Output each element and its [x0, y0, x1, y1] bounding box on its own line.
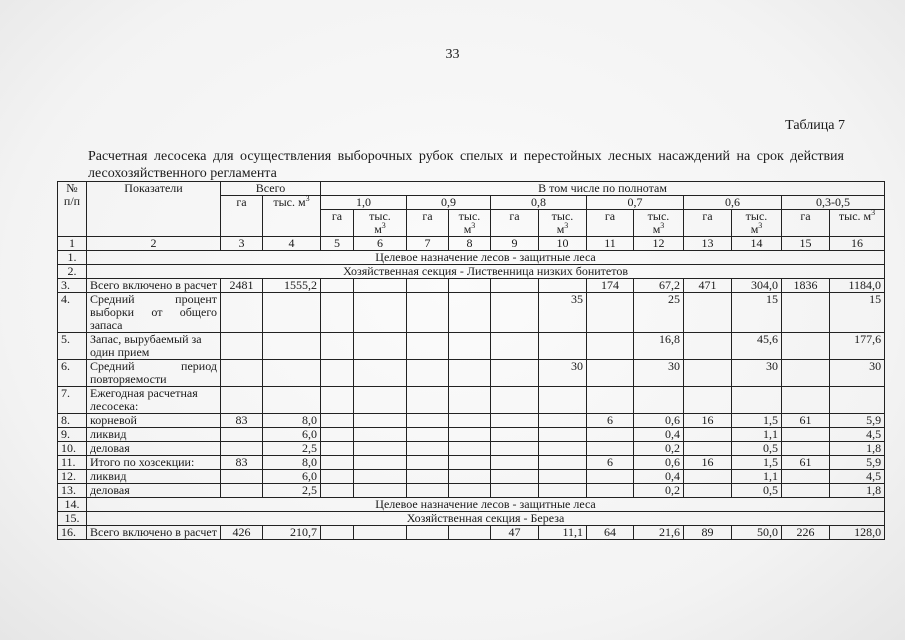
cell-value: 4,5 — [830, 428, 885, 442]
cell-value: 83 — [221, 414, 263, 428]
cell-value — [407, 428, 449, 442]
cell-value — [539, 428, 587, 442]
cell-value: 0,4 — [634, 470, 684, 484]
cell-value: 50,0 — [732, 526, 782, 540]
column-number: 9 — [491, 237, 539, 251]
cell-value — [449, 470, 491, 484]
column-number: 6 — [354, 237, 407, 251]
cell-value — [684, 387, 732, 414]
cell-value — [354, 442, 407, 456]
header-ha: га — [491, 210, 539, 237]
cell-value — [491, 484, 539, 498]
cell-value: 15 — [830, 293, 885, 333]
cell-value — [491, 387, 539, 414]
indicator-label: Запас, вырубаемый за один прием — [87, 333, 221, 360]
cell-value — [684, 428, 732, 442]
table-row — [58, 456, 885, 470]
cell-value — [491, 456, 539, 470]
cell-value — [539, 333, 587, 360]
cell-value — [449, 484, 491, 498]
header-row-1 — [58, 182, 885, 196]
cell-value — [684, 484, 732, 498]
row-number: 4. — [58, 293, 87, 333]
cell-value — [587, 333, 634, 360]
cell-value: 8,0 — [263, 414, 321, 428]
cell-value — [407, 414, 449, 428]
cell-value — [539, 279, 587, 293]
cell-value — [782, 484, 830, 498]
cell-value: 47 — [491, 526, 539, 540]
cell-value: 30 — [634, 360, 684, 387]
cell-value — [263, 387, 321, 414]
cell-value: 0,5 — [732, 484, 782, 498]
header-total-ha: га — [221, 196, 263, 237]
cell-value: 30 — [539, 360, 587, 387]
header-total-thous: тыс. $м^3$ — [263, 196, 321, 237]
cell-value: 67,2 — [634, 279, 684, 293]
cell-value — [321, 526, 354, 540]
cell-value — [491, 333, 539, 360]
cell-value — [539, 387, 587, 414]
cell-value — [449, 360, 491, 387]
cell-value: 2,5 — [263, 484, 321, 498]
table-row — [58, 387, 885, 414]
cell-value — [539, 442, 587, 456]
cell-value: 0,4 — [634, 428, 684, 442]
cell-value — [354, 526, 407, 540]
cell-value — [221, 333, 263, 360]
header-by-density: В том числе по полнотам — [321, 182, 885, 196]
cell-value: 25 — [634, 293, 684, 333]
cell-value: 1,8 — [830, 442, 885, 456]
cell-value — [782, 428, 830, 442]
cell-value — [221, 387, 263, 414]
row-number: 3. — [58, 279, 87, 293]
cell-value — [491, 414, 539, 428]
column-number: 15 — [782, 237, 830, 251]
section-title: Хозяйственная секция - Лиственница низких бонитетов — [87, 265, 885, 279]
column-number: 12 — [634, 237, 684, 251]
cell-value — [587, 470, 634, 484]
indicator-label: деловая — [87, 442, 221, 456]
cell-value — [407, 442, 449, 456]
cell-value — [449, 293, 491, 333]
row-number: 7. — [58, 387, 87, 414]
cell-value — [407, 470, 449, 484]
cell-value — [221, 442, 263, 456]
header-ha: га — [684, 210, 732, 237]
indicator-label: Итого по хозсекции: — [87, 456, 221, 470]
cell-value — [407, 360, 449, 387]
section-title: Целевое назначение лесов - защитные леса — [87, 498, 885, 512]
cell-value: 64 — [587, 526, 634, 540]
cell-value: 5,9 — [830, 456, 885, 470]
indicator-label: Всего включено в расчет — [87, 526, 221, 540]
table-row — [58, 293, 885, 333]
section-title: Целевое назначение лесов - защитные леса — [87, 251, 885, 265]
header-density: 0,3-0,5 — [782, 196, 885, 210]
cell-value — [407, 526, 449, 540]
cell-value — [321, 428, 354, 442]
cell-value: 0,2 — [634, 442, 684, 456]
cell-value — [830, 387, 885, 414]
header-thous: тыс. $м^3$ — [449, 210, 491, 237]
table-caption: Расчетная лесосека для осуществления выборочных рубок спелых и перестойных лесных насаждений на срок действия лесохозяйственного регламента — [88, 149, 844, 181]
table-row — [58, 414, 885, 428]
cell-value — [539, 484, 587, 498]
cell-value — [263, 293, 321, 333]
indicator-label: Всего включено в расчет — [87, 279, 221, 293]
cell-value: 30 — [732, 360, 782, 387]
header-thous: тыс. $м^3$ — [732, 210, 782, 237]
cell-value — [354, 387, 407, 414]
section-row — [58, 251, 885, 265]
cell-value: 35 — [539, 293, 587, 333]
cell-value — [354, 484, 407, 498]
cell-value — [407, 333, 449, 360]
cell-value: 471 — [684, 279, 732, 293]
cell-value: 6,0 — [263, 428, 321, 442]
cell-value — [221, 484, 263, 498]
column-number: 1 — [58, 237, 87, 251]
cell-value — [321, 293, 354, 333]
table-row — [58, 470, 885, 484]
cell-value — [263, 360, 321, 387]
cell-value — [321, 442, 354, 456]
cell-value — [684, 360, 732, 387]
cell-value — [354, 360, 407, 387]
cell-value: 6 — [587, 414, 634, 428]
cell-value — [491, 442, 539, 456]
header-thous: тыс. $м^3$ — [539, 210, 587, 237]
indicator-label: Средний период повторяемости — [87, 360, 221, 387]
cell-value — [491, 279, 539, 293]
cell-value — [491, 293, 539, 333]
section-row — [58, 498, 885, 512]
cell-value — [634, 387, 684, 414]
allowable-cut-table — [57, 181, 885, 540]
cell-value — [321, 279, 354, 293]
cell-value — [587, 442, 634, 456]
cell-value: 1836 — [782, 279, 830, 293]
cell-value — [491, 428, 539, 442]
header-thous: тыс. $м^3$ — [634, 210, 684, 237]
cell-value — [321, 387, 354, 414]
cell-value: 16 — [684, 414, 732, 428]
cell-value — [587, 428, 634, 442]
cell-value: 0,6 — [634, 414, 684, 428]
cell-value — [449, 456, 491, 470]
row-number: 9. — [58, 428, 87, 442]
table-label: Таблица 7 — [785, 118, 845, 133]
cell-value — [782, 360, 830, 387]
cell-value: 21,6 — [634, 526, 684, 540]
cell-value — [587, 293, 634, 333]
cell-value — [354, 428, 407, 442]
header-density: 0,7 — [587, 196, 684, 210]
indicator-label: ликвид — [87, 428, 221, 442]
row-number: 2. — [58, 265, 87, 279]
cell-value: 8,0 — [263, 456, 321, 470]
cell-value — [354, 279, 407, 293]
cell-value — [539, 470, 587, 484]
section-title: Хозяйственная секция - Береза — [87, 512, 885, 526]
header-thous: тыс. $м^3$ — [354, 210, 407, 237]
cell-value — [354, 414, 407, 428]
cell-value — [782, 470, 830, 484]
cell-value: 45,6 — [732, 333, 782, 360]
cell-value — [321, 456, 354, 470]
cell-value: 83 — [221, 456, 263, 470]
cell-value: 1,5 — [732, 414, 782, 428]
indicator-label: Средний процент выборки от общего запаса — [87, 293, 221, 333]
header-density: 0,9 — [407, 196, 491, 210]
row-number: 14. — [58, 498, 87, 512]
cell-value: 174 — [587, 279, 634, 293]
header-density: 1,0 — [321, 196, 407, 210]
cell-value: 0,6 — [634, 456, 684, 470]
column-number: 3 — [221, 237, 263, 251]
column-number: 16 — [830, 237, 885, 251]
cell-value — [782, 387, 830, 414]
header-ha: га — [782, 210, 830, 237]
cell-value — [587, 387, 634, 414]
cell-value — [782, 442, 830, 456]
cell-value: 61 — [782, 414, 830, 428]
cell-value: 128,0 — [830, 526, 885, 540]
cell-value: 4,5 — [830, 470, 885, 484]
indicator-label: корневой — [87, 414, 221, 428]
cell-value: 210,7 — [263, 526, 321, 540]
cell-value — [407, 387, 449, 414]
cell-value — [684, 293, 732, 333]
section-row — [58, 512, 885, 526]
row-number: 13. — [58, 484, 87, 498]
table-row — [58, 360, 885, 387]
cell-value: 89 — [684, 526, 732, 540]
column-number: 2 — [87, 237, 221, 251]
header-density: 0,6 — [684, 196, 782, 210]
header-indicators: Показатели — [87, 182, 221, 237]
table-row — [58, 526, 885, 540]
cell-value: 30 — [830, 360, 885, 387]
column-number: 13 — [684, 237, 732, 251]
cell-value — [491, 470, 539, 484]
cell-value: 426 — [221, 526, 263, 540]
page-number: 33 — [445, 47, 460, 62]
cell-value — [321, 360, 354, 387]
row-number: 15. — [58, 512, 87, 526]
indicator-label: ликвид — [87, 470, 221, 484]
row-number: 8. — [58, 414, 87, 428]
cell-value — [539, 414, 587, 428]
cell-value — [684, 442, 732, 456]
cell-value — [354, 470, 407, 484]
column-number: 4 — [263, 237, 321, 251]
row-number: 11. — [58, 456, 87, 470]
cell-value — [449, 279, 491, 293]
header-thous: тыс. $м^3$ — [830, 210, 885, 237]
cell-value: 16,8 — [634, 333, 684, 360]
cell-value: 2481 — [221, 279, 263, 293]
table-row — [58, 442, 885, 456]
header-density: 0,8 — [491, 196, 587, 210]
section-row — [58, 265, 885, 279]
cell-value — [684, 470, 732, 484]
row-number: 10. — [58, 442, 87, 456]
cell-value — [449, 333, 491, 360]
cell-value — [321, 470, 354, 484]
cell-value — [449, 442, 491, 456]
cell-value — [449, 414, 491, 428]
row-number: 5. — [58, 333, 87, 360]
indicator-label: деловая — [87, 484, 221, 498]
cell-value — [407, 484, 449, 498]
cell-value — [354, 456, 407, 470]
column-number: 8 — [449, 237, 491, 251]
cell-value — [449, 387, 491, 414]
cell-value: 2,5 — [263, 442, 321, 456]
cell-value — [321, 484, 354, 498]
cell-value — [684, 333, 732, 360]
cell-value — [407, 456, 449, 470]
cell-value — [491, 360, 539, 387]
column-number-row — [58, 237, 885, 251]
table-row — [58, 484, 885, 498]
cell-value — [782, 333, 830, 360]
cell-value — [321, 414, 354, 428]
cell-value — [407, 279, 449, 293]
table-row — [58, 333, 885, 360]
cell-value — [407, 293, 449, 333]
cell-value — [587, 484, 634, 498]
cell-value — [321, 333, 354, 360]
column-number: 7 — [407, 237, 449, 251]
header-ha: га — [587, 210, 634, 237]
cell-value — [539, 456, 587, 470]
cell-value — [263, 333, 321, 360]
cell-value: 0,5 — [732, 442, 782, 456]
cell-value — [221, 428, 263, 442]
header-no: № п/п — [58, 182, 87, 237]
cell-value — [782, 293, 830, 333]
cell-value: 0,2 — [634, 484, 684, 498]
cell-value: 177,6 — [830, 333, 885, 360]
cell-value — [354, 293, 407, 333]
header-total: Всего — [221, 182, 321, 196]
cell-value: 11,1 — [539, 526, 587, 540]
cell-value: 16 — [684, 456, 732, 470]
indicator-label: Ежегодная расчетная лесосека: — [87, 387, 221, 414]
column-number: 11 — [587, 237, 634, 251]
cell-value: 6 — [587, 456, 634, 470]
cell-value: 1184,0 — [830, 279, 885, 293]
cell-value — [732, 387, 782, 414]
header-ha: га — [407, 210, 449, 237]
cell-value — [354, 333, 407, 360]
cell-value: 1555,2 — [263, 279, 321, 293]
table-row — [58, 279, 885, 293]
table-row — [58, 428, 885, 442]
cell-value: 1,5 — [732, 456, 782, 470]
row-number: 1. — [58, 251, 87, 265]
cell-value: 5,9 — [830, 414, 885, 428]
cell-value: 61 — [782, 456, 830, 470]
cell-value: 6,0 — [263, 470, 321, 484]
column-number: 14 — [732, 237, 782, 251]
cell-value: 304,0 — [732, 279, 782, 293]
row-number: 16. — [58, 526, 87, 540]
row-number: 6. — [58, 360, 87, 387]
column-number: 10 — [539, 237, 587, 251]
cell-value: 1,1 — [732, 428, 782, 442]
row-number: 12. — [58, 470, 87, 484]
cell-value — [449, 526, 491, 540]
cell-value: 1,1 — [732, 470, 782, 484]
cell-value — [221, 470, 263, 484]
cell-value — [587, 360, 634, 387]
cell-value — [221, 293, 263, 333]
header-ha: га — [321, 210, 354, 237]
cell-value: 226 — [782, 526, 830, 540]
cell-value — [449, 428, 491, 442]
column-number: 5 — [321, 237, 354, 251]
cell-value — [221, 360, 263, 387]
cell-value: 1,8 — [830, 484, 885, 498]
cell-value: 15 — [732, 293, 782, 333]
